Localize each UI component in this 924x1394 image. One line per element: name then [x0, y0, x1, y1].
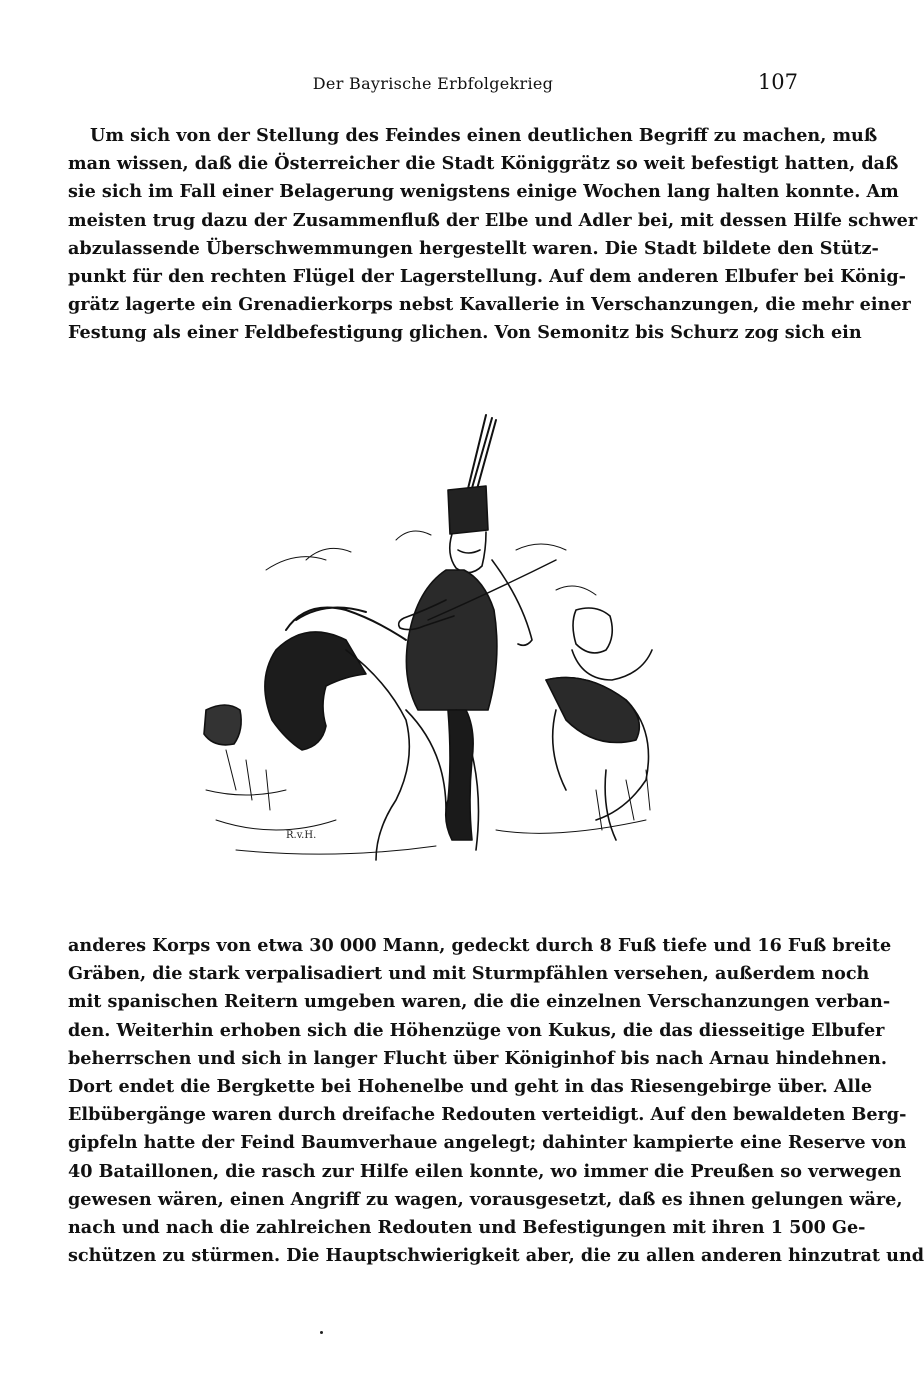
busby-hat — [448, 486, 488, 534]
text-line: mit spanischen Reitern umgeben waren, die die einzelnen Verschanzungen verban- — [68, 991, 891, 1013]
text-line: meisten trug dazu der Zusammenfluß der Elbe und Adler bei, mit dessen Hilfe schwer — [68, 209, 918, 231]
hussar-illustration — [196, 410, 666, 868]
text-line: sie sich im Fall einer Belagerung wenigstens einige Wochen lang halten konnte. Am — [68, 181, 899, 203]
text-line: schützen zu stürmen. Die Hauptschwierigkeit aber, die zu allen anderen hinzutrat und — [68, 1245, 924, 1267]
left-figure — [204, 705, 241, 745]
text-line: man wissen, daß die Österreicher die Stadt Königgrätz so weit befestigt hatten, daß — [68, 153, 899, 175]
text-line: anderes Korps von etwa 30 000 Mann, gedeckt durch 8 Fuß tiefe und 16 Fuß breite — [68, 935, 892, 956]
page-number: 107 — [757, 70, 798, 94]
rider-body — [406, 570, 497, 710]
bottom-paragraph — [68, 932, 924, 1270]
text-line: Um sich von der Stellung des Feindes einen deutlichen Begriff zu machen, muß — [90, 125, 878, 146]
text-line: Gräben, die stark verpalisadiert und mit Sturmpfählen versehen, außerdem noch — [68, 963, 870, 985]
horse-head — [265, 632, 366, 750]
text-line: Dort endet die Bergkette bei Hohenelbe und geht in das Riesengebirge über. Alle — [68, 1075, 873, 1097]
rider-boot — [446, 710, 473, 840]
text-line: 40 Bataillonen, die rasch zur Hilfe eilen konnte, wo immer die Preußen so verwegen — [68, 1160, 902, 1182]
text-line: Elbübergänge waren durch dreifache Redouten verteidigt. Auf den bewaldeten Berg- — [68, 1104, 907, 1126]
text-line: Festung als einer Feldbefestigung glichen. Von Semonitz bis Schurz zog sich ein — [68, 322, 862, 344]
text-line: nach und nach die zahlreichen Redouten und Befestigungen mit ihren 1 500 Ge- — [68, 1216, 866, 1238]
text-line: gewesen wären, einen Angriff zu wagen, vorausgesetzt, daß es ihnen gelungen wäre, — [68, 1188, 903, 1210]
text-line: beherrschen und sich in langer Flucht über Königinhof bis nach Arnau hindehnen. — [68, 1047, 887, 1069]
top-paragraph — [68, 122, 918, 348]
artist-signature: R.v.H. — [286, 830, 317, 841]
text-line: den. Weiterhin erhoben sich die Höhenzüge von Kukus, die das diesseitige Elbufer — [68, 1019, 885, 1041]
text-line: abzulassende Überschwemmungen hergestellt waren. Die Stadt bildete den Stütz- — [68, 237, 879, 259]
text-line: gipfeln hatte der Feind Baumverhaue angelegt; dahinter kampierte eine Reserve von — [68, 1132, 907, 1154]
text-line: punkt für den rechten Flügel der Lagerstellung. Auf dem anderen Elbufer bei König- — [68, 265, 906, 287]
text-line: grätz lagerte ein Grenadierkorps nebst Kavallerie in Verschanzungen, die mehr einer — [68, 294, 911, 316]
ground-hatching — [206, 790, 646, 854]
ink-speck — [320, 1331, 323, 1334]
page-header — [68, 70, 798, 102]
running-head: Der Bayrische Erbfolgekrieg — [312, 74, 554, 93]
second-rider — [573, 608, 612, 653]
